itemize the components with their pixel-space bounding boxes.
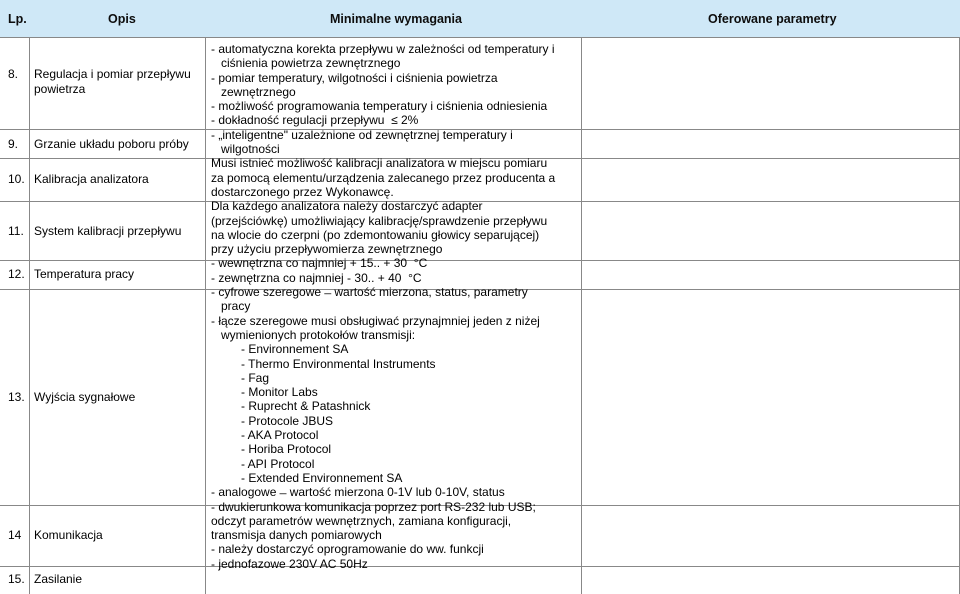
requirement-line: - należy dostarczyć oprogramowanie do ww. funkcji	[211, 542, 484, 557]
row-description: Zasilanie	[34, 572, 83, 586]
requirement-line: przy użyciu przepływomierza zewnętrznego	[211, 242, 443, 257]
requirement-line: - Extended Environnement SA	[211, 470, 403, 485]
header-opis: Opis	[108, 12, 136, 26]
row-description: Temperatura pracy	[34, 267, 135, 281]
row-description: System kalibracji przepływu	[34, 224, 182, 238]
row-description: Wyjścia sygnałowe	[34, 390, 136, 404]
row-number: 9.	[8, 137, 19, 151]
requirement-line: dostarczonego przez Wykonawcę.	[211, 184, 394, 199]
row-number: 15.	[8, 572, 25, 586]
requirement-line: wilgotności	[211, 142, 280, 157]
requirement-line: - Horiba Protocol	[211, 442, 332, 457]
requirement-line: na wlocie do czerpni (po zdemontowaniu głowicy separującej)	[211, 227, 540, 242]
row-number: 12.	[8, 267, 25, 281]
row-number: 8.	[8, 67, 19, 81]
row-number: 11.	[8, 224, 24, 238]
requirement-line: Dla każdego analizatora należy dostarczyć adapter	[211, 199, 483, 214]
requirement-line: odczyt parametrów wewnętrznych, zamiana konfiguracji,	[211, 513, 512, 528]
row-description: Regulacja i pomiar przepływu	[34, 67, 191, 81]
requirement-line: Musi istnieć możliwość kalibracji analizatora w miejscu pomiaru	[211, 156, 548, 171]
row-number: 13.	[8, 390, 25, 404]
header-oferowane: Oferowane parametry	[708, 12, 837, 26]
requirement-line: - możliwość programowania temperatury i ciśnienia odniesienia	[211, 99, 548, 114]
requirement-line: - jednofazowe 230V AC 50Hz	[211, 556, 368, 571]
requirement-line: - analogowe ̶ wartość mierzona 0-1V lub 0-10V, status	[211, 485, 505, 500]
requirement-line: - Thermo Environmental Instruments	[211, 356, 436, 371]
requirement-line: - Ruprecht & Patashnick	[211, 399, 371, 414]
requirement-line: - wewnętrzna co najmniej + 15.. + 30 °C	[211, 256, 428, 271]
requirement-line: - Protocole JBUS	[211, 413, 334, 428]
row-description: Komunikacja	[34, 528, 103, 542]
row-number: 10.	[8, 172, 25, 186]
requirement-line: - dokładność regulacji przepływu ≤ 2%	[211, 113, 419, 128]
requirement-line: - Fag	[211, 370, 270, 385]
header-lp: Lp.	[8, 12, 27, 26]
requirement-line: pracy	[211, 299, 251, 314]
requirement-line: - „inteligentne" uzależnione od zewnętrznej temperatury i	[211, 127, 513, 142]
row-description: Kalibracja analizatora	[34, 172, 149, 186]
requirement-line: - API Protocol	[211, 456, 315, 471]
requirement-line: - Environnement SA	[211, 342, 349, 357]
header-wymagania: Minimalne wymagania	[330, 12, 462, 26]
requirement-line: - zewnętrzna co najmniej - 30.. + 40 °C	[211, 270, 422, 285]
requirement-line: - dwukierunkowa komunikacja poprzez port RS-232 lub USB;	[211, 499, 536, 514]
column-divider	[581, 37, 582, 594]
column-divider	[29, 37, 30, 594]
row-description: Grzanie układu poboru próby	[34, 137, 189, 151]
requirement-line: - Monitor Labs	[211, 385, 318, 400]
requirement-line: - AKA Protocol	[211, 428, 319, 443]
table-header	[0, 0, 960, 38]
requirement-line: ciśnienia powietrza zewnętrznego	[211, 56, 401, 71]
requirement-line: - automatyczna korekta przepływu w zależności od temperatury i	[211, 42, 555, 56]
requirement-line: za pomocą elementu/urządzenia zalecanego przez producenta a	[211, 170, 556, 185]
requirement-line: - pomiar temperatury, wilgotności i ciśnienia powietrza	[211, 70, 498, 85]
requirement-line: (przejściówkę) umożliwiający kalibrację/sprawdzenie przepływu	[211, 213, 548, 228]
row-number: 14	[8, 528, 22, 542]
requirements-column	[211, 42, 581, 571]
requirement-line: zewnętrznego	[211, 84, 296, 99]
requirement-line: - cyfrowe szeregowe ̶ wartość mierzona, status, parametry	[211, 285, 528, 300]
column-divider	[205, 37, 206, 594]
requirement-line: - łącze szeregowe musi obsługiwać przynajmniej jeden z niżej	[211, 313, 540, 328]
requirement-line: wymienionych protokołów transmisji:	[211, 327, 416, 342]
row-description: powietrza	[34, 82, 86, 96]
requirement-line: transmisja danych pomiarowych	[211, 528, 382, 543]
